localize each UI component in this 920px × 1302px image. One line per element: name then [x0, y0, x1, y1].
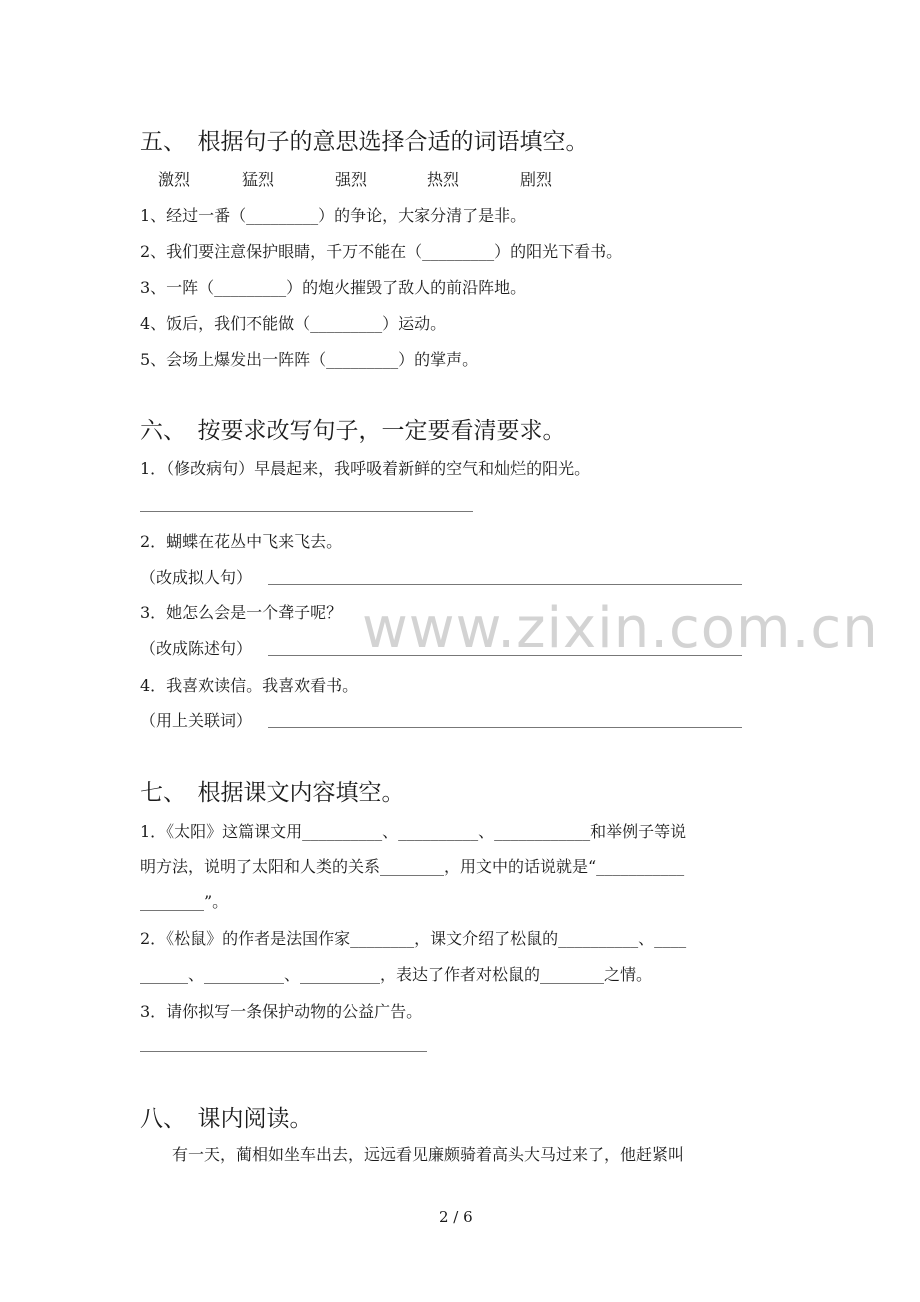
word-bank-item: 激烈 — [158, 170, 191, 189]
text-line: 1．《太阳》这篇课文用__________、__________、____________和举例子等说 — [140, 822, 687, 841]
rewrite-question: 3．她怎么会是一个聋子呢？ — [140, 603, 343, 622]
word-bank-item: 猛烈 — [242, 170, 275, 189]
word-bank-item: 剧烈 — [520, 170, 553, 189]
fill-question: 1、经过一番（_________）的争论，大家分清了是非。 — [140, 206, 527, 225]
rewrite-question: 1．（修改病句）早晨起来，我呼吸着新鲜的空气和灿烂的阳光。 — [140, 459, 591, 478]
rewrite-label: （改成拟人句） — [140, 568, 253, 587]
text-line: 2．《松鼠》的作者是法国作家________，课文介绍了松鼠的__________、____ — [140, 929, 687, 948]
section-7-title: 七、 根据课文内容填空。 — [140, 780, 405, 806]
answer-line[interactable] — [268, 655, 742, 656]
fill-question: 2、我们要注意保护眼睛，千万不能在（_________）的阳光下看书。 — [140, 242, 623, 261]
rewrite-label: （改成陈述句） — [140, 639, 253, 658]
text-line: 3．请你拟写一条保护动物的公益广告。 — [140, 1002, 423, 1021]
rewrite-question: 2．蝴蝶在花丛中飞来飞去。 — [140, 532, 343, 551]
answer-line[interactable] — [140, 1051, 427, 1052]
answer-line[interactable] — [268, 727, 742, 728]
word-bank-item: 热烈 — [427, 170, 460, 189]
answer-line[interactable] — [268, 584, 742, 585]
rewrite-question: 4．我喜欢读信。我喜欢看书。 — [140, 676, 359, 695]
section-8-title: 八、 课内阅读。 — [140, 1106, 313, 1132]
text-line: 明方法，说明了太阳和人类的关系________，用文中的话说就是“___________ — [140, 857, 685, 876]
answer-line[interactable] — [140, 511, 473, 512]
section-6-title: 六、 按要求改写句子，一定要看清要求。 — [140, 418, 566, 444]
fill-question: 5、会场上爆发出一阵阵（_________）的掌声。 — [140, 350, 479, 369]
reading-paragraph: 有一天，蔺相如坐车出去，远远看见廉颇骑着高头大马过来了，他赶紧叫 — [172, 1145, 685, 1164]
word-bank-item: 强烈 — [335, 170, 368, 189]
page-number: 2 / 6 — [439, 1208, 473, 1226]
section-5-title: 五、 根据句子的意思选择合适的词语填空。 — [140, 129, 589, 155]
fill-question: 4、饭后，我们不能做（_________）运动。 — [140, 314, 447, 333]
fill-question: 3、一阵（_________）的炮火摧毁了敌人的前沿阵地。 — [140, 278, 527, 297]
text-line: ________”。 — [140, 892, 229, 911]
rewrite-label: （用上关联词） — [140, 711, 253, 730]
watermark: www.zixin.com.cn — [362, 596, 879, 661]
text-line: ______、__________、__________，表达了作者对松鼠的________之情。 — [140, 965, 653, 984]
